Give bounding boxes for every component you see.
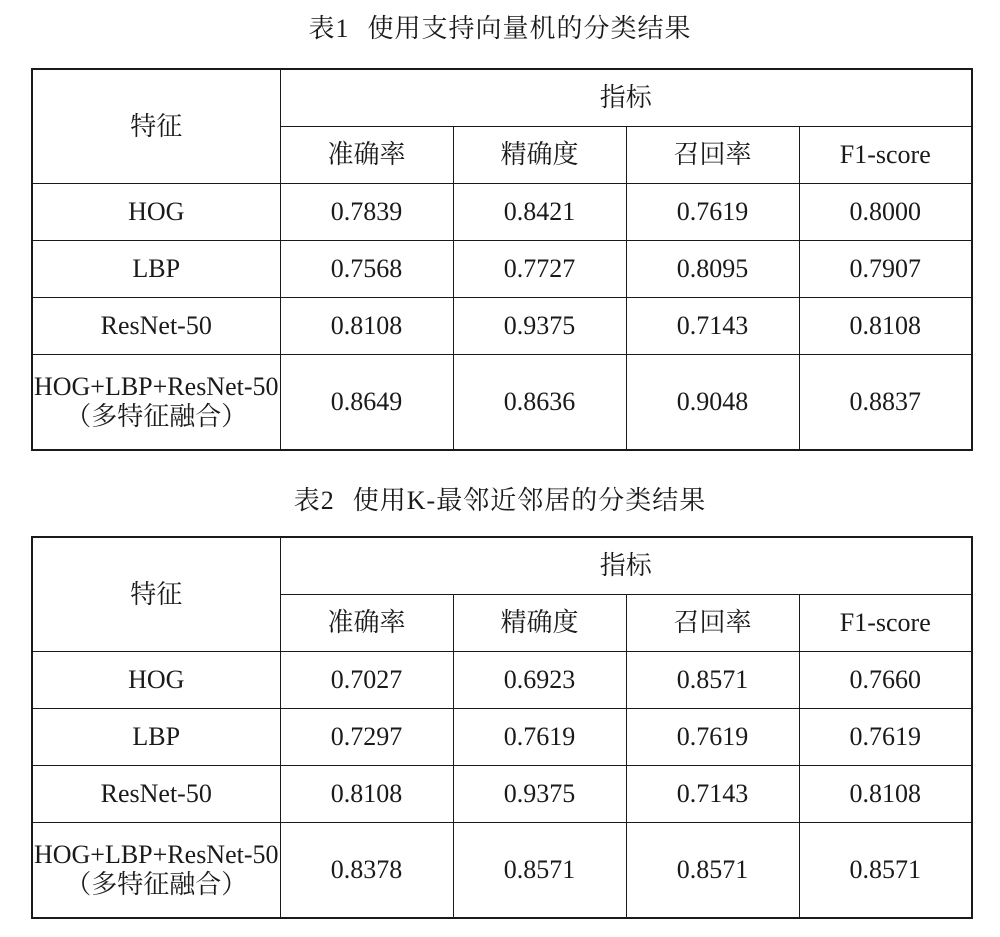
metric-header-precision: 精确度 bbox=[453, 595, 626, 652]
feature-note: （多特征融合） bbox=[65, 870, 248, 899]
value-cell: 0.9375 bbox=[453, 766, 626, 823]
value-cell: 0.8837 bbox=[799, 355, 972, 451]
value-cell: 0.7143 bbox=[626, 766, 799, 823]
value-cell: 0.9048 bbox=[626, 355, 799, 451]
table-row bbox=[32, 823, 972, 919]
value-cell: 0.7568 bbox=[280, 241, 453, 298]
value-cell: 0.7619 bbox=[626, 184, 799, 241]
value-cell: 0.6923 bbox=[453, 652, 626, 709]
table-number: 表1 bbox=[308, 14, 350, 43]
value-cell: 0.8571 bbox=[626, 652, 799, 709]
feature-cell: HOG bbox=[32, 184, 280, 241]
table-number: 表2 bbox=[293, 486, 335, 515]
value-cell: 0.8571 bbox=[453, 823, 626, 919]
table-title: 使用K-最邻近邻居的分类结果 bbox=[352, 486, 707, 515]
results-table-knn bbox=[31, 536, 973, 919]
table-caption bbox=[0, 12, 1000, 46]
feature-cell: ResNet-50 bbox=[32, 298, 280, 355]
value-cell: 0.7143 bbox=[626, 298, 799, 355]
value-cell: 0.8108 bbox=[280, 298, 453, 355]
value-cell: 0.7727 bbox=[453, 241, 626, 298]
value-cell: 0.8421 bbox=[453, 184, 626, 241]
value-cell: 0.8095 bbox=[626, 241, 799, 298]
table-row bbox=[32, 766, 972, 823]
metric-header-recall: 召回率 bbox=[626, 595, 799, 652]
metric-group-header: 指标 bbox=[280, 69, 972, 127]
table-row bbox=[32, 241, 972, 298]
value-cell: 0.9375 bbox=[453, 298, 626, 355]
value-cell: 0.8649 bbox=[280, 355, 453, 451]
value-cell: 0.8571 bbox=[799, 823, 972, 919]
results-table-svm bbox=[31, 68, 973, 451]
feature-cell: ResNet-50 bbox=[32, 766, 280, 823]
value-cell: 0.8636 bbox=[453, 355, 626, 451]
metric-header-precision: 精确度 bbox=[453, 127, 626, 184]
table-row bbox=[32, 709, 972, 766]
value-cell: 0.7297 bbox=[280, 709, 453, 766]
value-cell: 0.7619 bbox=[626, 709, 799, 766]
metric-header-f1: F1-score bbox=[799, 595, 972, 652]
metric-header-recall: 召回率 bbox=[626, 127, 799, 184]
feature-cell: LBP bbox=[32, 241, 280, 298]
metric-header-f1: F1-score bbox=[799, 127, 972, 184]
feature-cell: HOG bbox=[32, 652, 280, 709]
feature-cell: LBP bbox=[32, 709, 280, 766]
feature-cell bbox=[32, 355, 280, 451]
metric-group-header: 指标 bbox=[280, 537, 972, 595]
value-cell: 0.8000 bbox=[799, 184, 972, 241]
feature-header: 特征 bbox=[32, 537, 280, 652]
value-cell: 0.7619 bbox=[799, 709, 972, 766]
feature-name: HOG+LBP+ResNet-50 bbox=[33, 372, 279, 401]
metric-header-accuracy: 准确率 bbox=[280, 127, 453, 184]
value-cell: 0.8571 bbox=[626, 823, 799, 919]
feature-name: HOG+LBP+ResNet-50 bbox=[33, 840, 279, 869]
table-row bbox=[32, 652, 972, 709]
value-cell: 0.7907 bbox=[799, 241, 972, 298]
table-row bbox=[32, 184, 972, 241]
feature-note: （多特征融合） bbox=[65, 402, 248, 431]
table-row bbox=[32, 355, 972, 451]
table-title: 使用支持向量机的分类结果 bbox=[367, 14, 692, 43]
table-caption bbox=[0, 484, 1000, 518]
value-cell: 0.7839 bbox=[280, 184, 453, 241]
metric-header-accuracy: 准确率 bbox=[280, 595, 453, 652]
value-cell: 0.8108 bbox=[799, 766, 972, 823]
value-cell: 0.8108 bbox=[280, 766, 453, 823]
value-cell: 0.7027 bbox=[280, 652, 453, 709]
table-row bbox=[32, 298, 972, 355]
value-cell: 0.7660 bbox=[799, 652, 972, 709]
feature-header: 特征 bbox=[32, 69, 280, 184]
value-cell: 0.7619 bbox=[453, 709, 626, 766]
value-cell: 0.8108 bbox=[799, 298, 972, 355]
feature-cell bbox=[32, 823, 280, 919]
value-cell: 0.8378 bbox=[280, 823, 453, 919]
